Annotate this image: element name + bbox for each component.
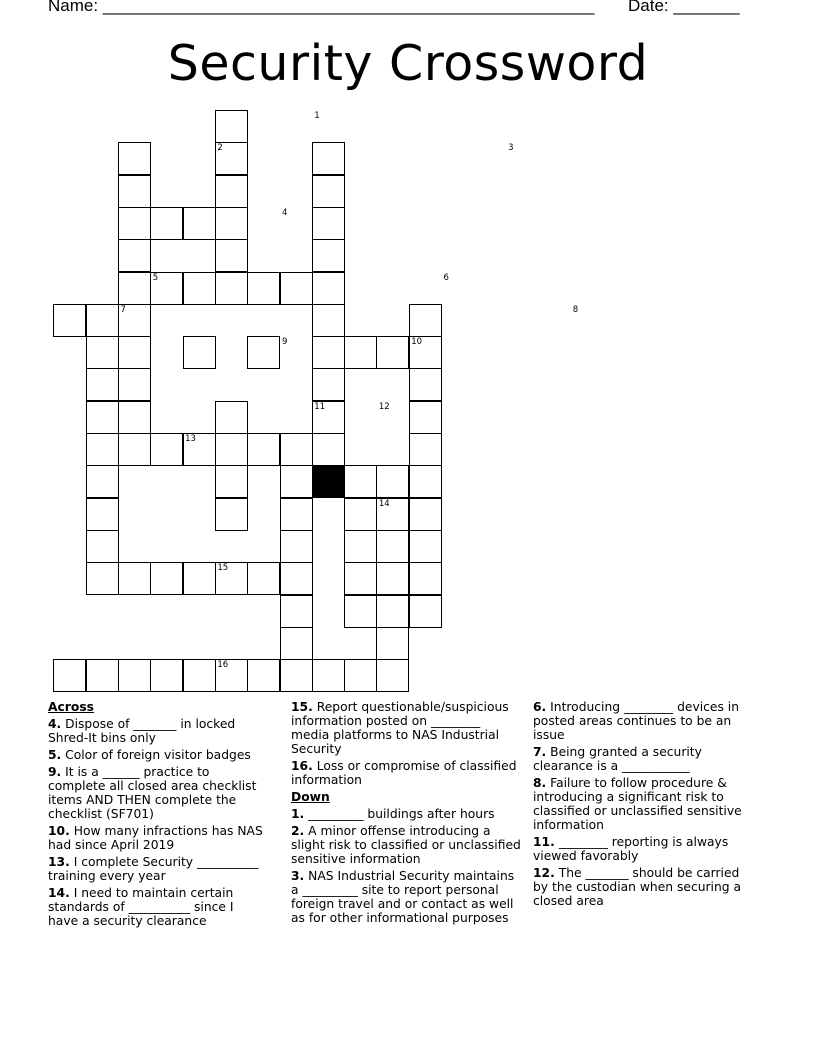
crossword-cell[interactable] — [86, 433, 119, 466]
crossword-cell[interactable] — [312, 368, 345, 401]
crossword-cell[interactable] — [183, 336, 216, 369]
clue-item — [533, 835, 758, 863]
crossword-cell[interactable] — [53, 659, 86, 692]
page-title: Security Crossword — [167, 35, 649, 92]
crossword-cell[interactable] — [344, 595, 377, 628]
crossword-cell[interactable] — [247, 336, 280, 369]
crossword-cell[interactable] — [86, 465, 119, 498]
crossword-cell[interactable] — [280, 433, 313, 466]
crossword-cell[interactable] — [247, 659, 280, 692]
clue-number: 3 — [508, 143, 514, 154]
crossword-cell[interactable] — [183, 659, 216, 692]
clue-item-text: A minor offense introducing a slight risk to classified or unclassified sensitive information — [291, 824, 521, 866]
clue-number: 2 — [217, 143, 223, 154]
crossword-cell[interactable] — [409, 401, 442, 434]
crossword-cell[interactable] — [376, 595, 409, 628]
clue-item — [291, 807, 521, 821]
crossword-cell[interactable] — [86, 659, 119, 692]
clue-item — [48, 855, 263, 883]
clue-item-number: 15. — [291, 700, 313, 714]
crossword-cell[interactable] — [118, 272, 151, 305]
crossword-cell[interactable] — [376, 530, 409, 563]
crossword-cell[interactable] — [118, 401, 151, 434]
clue-item — [48, 886, 263, 928]
crossword-cell[interactable] — [118, 336, 151, 369]
crossword-cell[interactable] — [118, 207, 151, 240]
crossword-cell[interactable] — [215, 272, 248, 305]
crossword-cell[interactable] — [312, 401, 345, 434]
clue-item — [48, 748, 263, 762]
crossword-cell[interactable] — [344, 562, 377, 595]
clue-item-text: Failure to follow procedure & introducing a significant risk to classified or unclassified sensitive information — [533, 776, 742, 832]
clue-number: 4 — [282, 207, 288, 218]
crossword-cell[interactable] — [280, 272, 313, 305]
clue-item — [48, 765, 263, 821]
name-field-label: Name: ____________________________________________________ — [48, 0, 595, 15]
clues-column-1 — [48, 700, 263, 931]
clue-item-number: 5. — [48, 748, 62, 762]
clue-item-text: Loss or compromise of classified information — [291, 759, 517, 787]
clue-item-number: 2. — [291, 824, 305, 838]
crossword-cell[interactable] — [280, 659, 313, 692]
crossword-cell[interactable] — [150, 433, 183, 466]
clue-item-text: _________ buildings after hours — [304, 807, 495, 821]
crossword-cell[interactable] — [376, 562, 409, 595]
clue-item-number: 16. — [291, 759, 313, 773]
clue-item-number: 13. — [48, 855, 70, 869]
crossword-cell[interactable] — [409, 336, 442, 369]
crossword-cell[interactable] — [118, 239, 151, 272]
across-heading: Across — [48, 700, 94, 714]
crossword-cell[interactable] — [409, 562, 442, 595]
crossword-cell[interactable] — [409, 304, 442, 337]
crossword-cell[interactable] — [118, 175, 151, 208]
crossword-cell[interactable] — [215, 110, 248, 143]
clue-number: 5 — [152, 272, 159, 283]
crossword-cell[interactable] — [344, 659, 377, 692]
crossword-cell[interactable] — [215, 142, 248, 175]
clue-item — [291, 759, 521, 787]
clue-item-text: I need to maintain certain standards of __________ since I have a security clearance — [48, 886, 234, 928]
crossword-cell[interactable] — [280, 595, 313, 628]
crossword-cell[interactable] — [312, 207, 345, 240]
crossword-cell[interactable] — [118, 368, 151, 401]
crossword-cell[interactable] — [86, 368, 119, 401]
crossword-cell[interactable] — [312, 336, 345, 369]
crossword-cell[interactable] — [118, 304, 151, 337]
date-field-label: Date: _______ — [628, 0, 740, 15]
down-heading: Down — [291, 790, 330, 804]
clue-number: 16 — [217, 660, 229, 671]
crossword-cell[interactable] — [118, 142, 151, 175]
crossword-cell[interactable] — [215, 498, 248, 531]
clue-item — [48, 717, 263, 745]
clue-number: 13 — [185, 434, 196, 444]
clue-item-number: 10. — [48, 824, 70, 838]
crossword-cell[interactable] — [280, 498, 313, 531]
clue-number: 14 — [378, 498, 390, 509]
crossword-cell[interactable] — [183, 207, 216, 240]
clue-item-number: 4. — [48, 717, 62, 731]
crossword-cell[interactable] — [376, 336, 409, 369]
clue-item — [533, 866, 758, 908]
crossword-cell[interactable] — [118, 562, 151, 595]
crossword-cell[interactable] — [86, 498, 119, 531]
crossword-cell[interactable] — [376, 498, 409, 531]
crossword-cell[interactable] — [312, 175, 345, 208]
crossword-cell[interactable] — [344, 465, 377, 498]
crossword-cell[interactable] — [344, 530, 377, 563]
crossword-cell[interactable] — [312, 433, 345, 466]
clue-item-text: Dispose of _______ in locked Shred-It bins only — [48, 717, 236, 745]
clue-item — [533, 700, 758, 742]
clue-number: 9 — [282, 337, 288, 348]
clue-number: 8 — [572, 304, 579, 315]
clue-number: 11 — [314, 401, 326, 412]
crossword-cell[interactable] — [183, 562, 216, 595]
clues-column-3 — [533, 700, 758, 911]
clue-item — [533, 745, 758, 773]
clue-number: 6 — [443, 272, 449, 283]
crossword-cell[interactable] — [215, 465, 248, 498]
crossword-cell[interactable] — [312, 272, 345, 305]
crossword-cell[interactable] — [86, 336, 119, 369]
crossword-cell[interactable] — [409, 595, 442, 628]
crossword-cell[interactable] — [312, 142, 345, 175]
clue-number: 1 — [314, 111, 320, 121]
crossword-cell[interactable] — [376, 659, 409, 692]
clue-item-text: How many infractions has NAS had since April 2019 — [48, 824, 263, 852]
clue-item-text: The _______ should be carried by the custodian when securing a closed area — [533, 866, 742, 908]
crossword-cell[interactable] — [183, 433, 216, 466]
crossword-cell[interactable] — [409, 465, 442, 498]
crossword-cell[interactable] — [376, 465, 409, 498]
crossword-cell[interactable] — [86, 530, 119, 563]
crossword-cell[interactable] — [280, 627, 313, 660]
clue-item-number: 14. — [48, 886, 70, 900]
crossword-cell[interactable] — [409, 498, 442, 531]
clue-item-text: I complete Security __________ training every year — [48, 855, 259, 883]
crossword-cell[interactable] — [215, 659, 248, 692]
clues-column-2 — [291, 700, 521, 928]
crossword-cell[interactable] — [312, 659, 345, 692]
crossword-cell[interactable] — [409, 530, 442, 563]
clue-item-number: 6. — [533, 700, 547, 714]
crossword-cell[interactable] — [344, 336, 377, 369]
crossword-cell[interactable] — [86, 562, 119, 595]
crossword-cell[interactable] — [215, 207, 248, 240]
crossword-cell[interactable] — [215, 401, 248, 434]
crossword-cell[interactable] — [409, 368, 442, 401]
clue-item-text: Report questionable/suspicious information posted on ________ media platforms to NAS Industrial Security — [291, 700, 509, 756]
clue-item-text: NAS Industrial Security maintains a _________ site to report personal foreign travel and or contact as well as for other informational purposes — [291, 869, 515, 925]
crossword-cell[interactable] — [215, 433, 248, 466]
crossword-cell[interactable] — [118, 659, 151, 692]
crossword-cell[interactable] — [118, 433, 151, 466]
clue-number: 12 — [378, 401, 390, 412]
crossword-cell[interactable] — [312, 304, 345, 337]
clue-item-number: 3. — [291, 869, 305, 883]
clue-item — [533, 776, 758, 832]
crossword-cell[interactable] — [150, 562, 183, 595]
clue-item-number: 1. — [291, 807, 305, 821]
clue-number: 15 — [217, 563, 229, 574]
crossword-cell[interactable] — [215, 175, 248, 208]
crossword-cell[interactable] — [409, 433, 442, 466]
clue-item — [291, 869, 521, 925]
crossword-cell[interactable] — [280, 465, 313, 498]
crossword-cell[interactable] — [53, 304, 86, 337]
clue-item-text: Color of foreign visitor badges — [61, 748, 251, 762]
clue-item-text: ________ reporting is always viewed favorably — [533, 835, 729, 863]
clue-item — [291, 824, 521, 866]
crossword-cell[interactable] — [215, 239, 248, 272]
crossword-cell[interactable] — [150, 207, 183, 240]
clue-item-text: It is a ______ practice to complete all closed area checklist items AND THEN complete the checklist (SF701) — [48, 765, 257, 821]
crossword-cell[interactable] — [183, 272, 216, 305]
clue-item-number: 8. — [533, 776, 547, 790]
crossword-cell[interactable] — [247, 433, 280, 466]
crossword-cell[interactable] — [215, 562, 248, 595]
crossword-cell[interactable] — [312, 239, 345, 272]
clue-item-text: Being granted a security clearance is a ___________ — [533, 745, 702, 773]
crossword-cell[interactable] — [247, 562, 280, 595]
crossword-cell[interactable] — [344, 498, 377, 531]
crossword-cell[interactable] — [86, 401, 119, 434]
clue-number: 10 — [411, 337, 423, 348]
crossword-cell[interactable] — [150, 659, 183, 692]
clue-item-number: 7. — [533, 745, 547, 759]
clue-number: 7 — [120, 304, 126, 315]
crossword-cell[interactable] — [376, 627, 409, 660]
clue-item — [48, 824, 263, 852]
clue-item-number: 11. — [533, 835, 555, 849]
clue-item-text: Introducing ________ devices in posted areas continues to be an issue — [533, 700, 739, 742]
clue-item — [291, 700, 521, 756]
clue-item-number: 12. — [533, 866, 555, 880]
crossword-cell[interactable] — [150, 272, 183, 305]
crossword-cell[interactable] — [86, 304, 119, 337]
black-square — [312, 465, 345, 498]
crossword-cell[interactable] — [280, 562, 313, 595]
crossword-cell[interactable] — [247, 272, 280, 305]
clue-item-number: 9. — [48, 765, 62, 779]
crossword-cell[interactable] — [280, 530, 313, 563]
